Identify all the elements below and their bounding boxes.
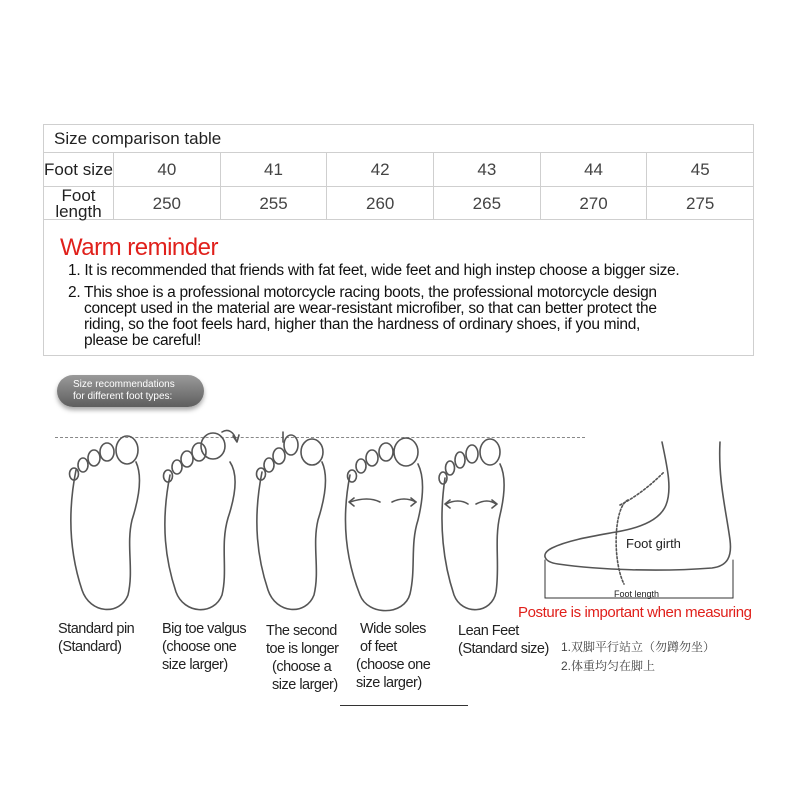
label-line: (choose a [272,659,332,675]
table-cell: 42 [327,153,434,186]
badge-line: Size recommendations [73,379,175,390]
label-line: Lean Feet [458,623,519,639]
row-header: Foot length [44,187,114,220]
wide-sole-foot-icon [345,438,422,611]
lean-foot-icon [439,439,504,610]
foot-type-label [58,620,134,656]
label-line: The second [266,623,337,639]
reminder-line: 2. This shoe is a professional motorcycle racing boots, the professional motorcycle design [68,284,657,301]
foot-type-label [458,622,549,658]
label-line: (choose one [356,657,431,673]
label-line: Big toe valgus [162,621,247,637]
table-cell: 250 [114,187,221,220]
table-cell: 45 [690,159,710,179]
foot-type-label [356,620,430,692]
label-line: size larger) [162,657,228,673]
table-cell: 265 [434,187,541,220]
table-cell: 275 [686,193,715,213]
reminder-line: 1. It is recommended that friends with fat feet, wide feet and high instep choose a bigger size. [68,262,680,279]
row-header: Foot size [44,153,114,186]
big-toe-valgus-foot-icon [164,430,240,609]
label-line: (Standard size) [458,641,549,657]
label-line: (Standard) [58,639,122,655]
foot-length-label: Foot length [614,589,660,599]
foot-girth-label: Foot girth [626,536,681,551]
label-line: size larger) [356,675,422,691]
label-line: size larger) [272,677,338,693]
divider-line [340,705,468,706]
foot-type-label [266,622,339,694]
measure-tip: 1.双脚平行站立（勿蹲勿坐） [561,640,716,654]
reminder-title: Warm reminder [60,234,218,261]
label-line: toe is longer [266,641,339,657]
label-line: Wide soles [360,621,426,637]
table-cell: 41 [221,153,328,186]
label-line: of feet [360,639,397,655]
badge-line: for different foot types: [73,391,173,402]
label-line: Standard pin [58,621,135,637]
table-cell: 43 [434,153,541,186]
table-cell: 44 [541,153,648,186]
foot-type-label [162,620,246,674]
side-foot-measurement-icon [545,442,733,598]
standard-foot-icon [70,436,140,609]
table-cell: 255 [221,187,328,220]
table-title: Size comparison table [44,125,753,153]
reminder-line: please be careful! [84,332,201,349]
second-toe-longer-foot-icon [257,432,326,609]
table-cell: 270 [541,187,648,220]
reminder-line: concept used in the material are wear-resistant microfiber, so that can better protect the [84,300,657,317]
reminder-line: riding, so the foot feels hard, higher than the hardness of ordinary shoes, if you mind, [84,316,641,333]
posture-note: Posture is important when measuring [518,604,752,621]
table-cell: 260 [327,187,434,220]
label-line: (choose one [162,639,237,655]
table-cell: 40 [114,153,221,186]
measure-tip: 2.体重均匀在脚上 [561,659,656,673]
